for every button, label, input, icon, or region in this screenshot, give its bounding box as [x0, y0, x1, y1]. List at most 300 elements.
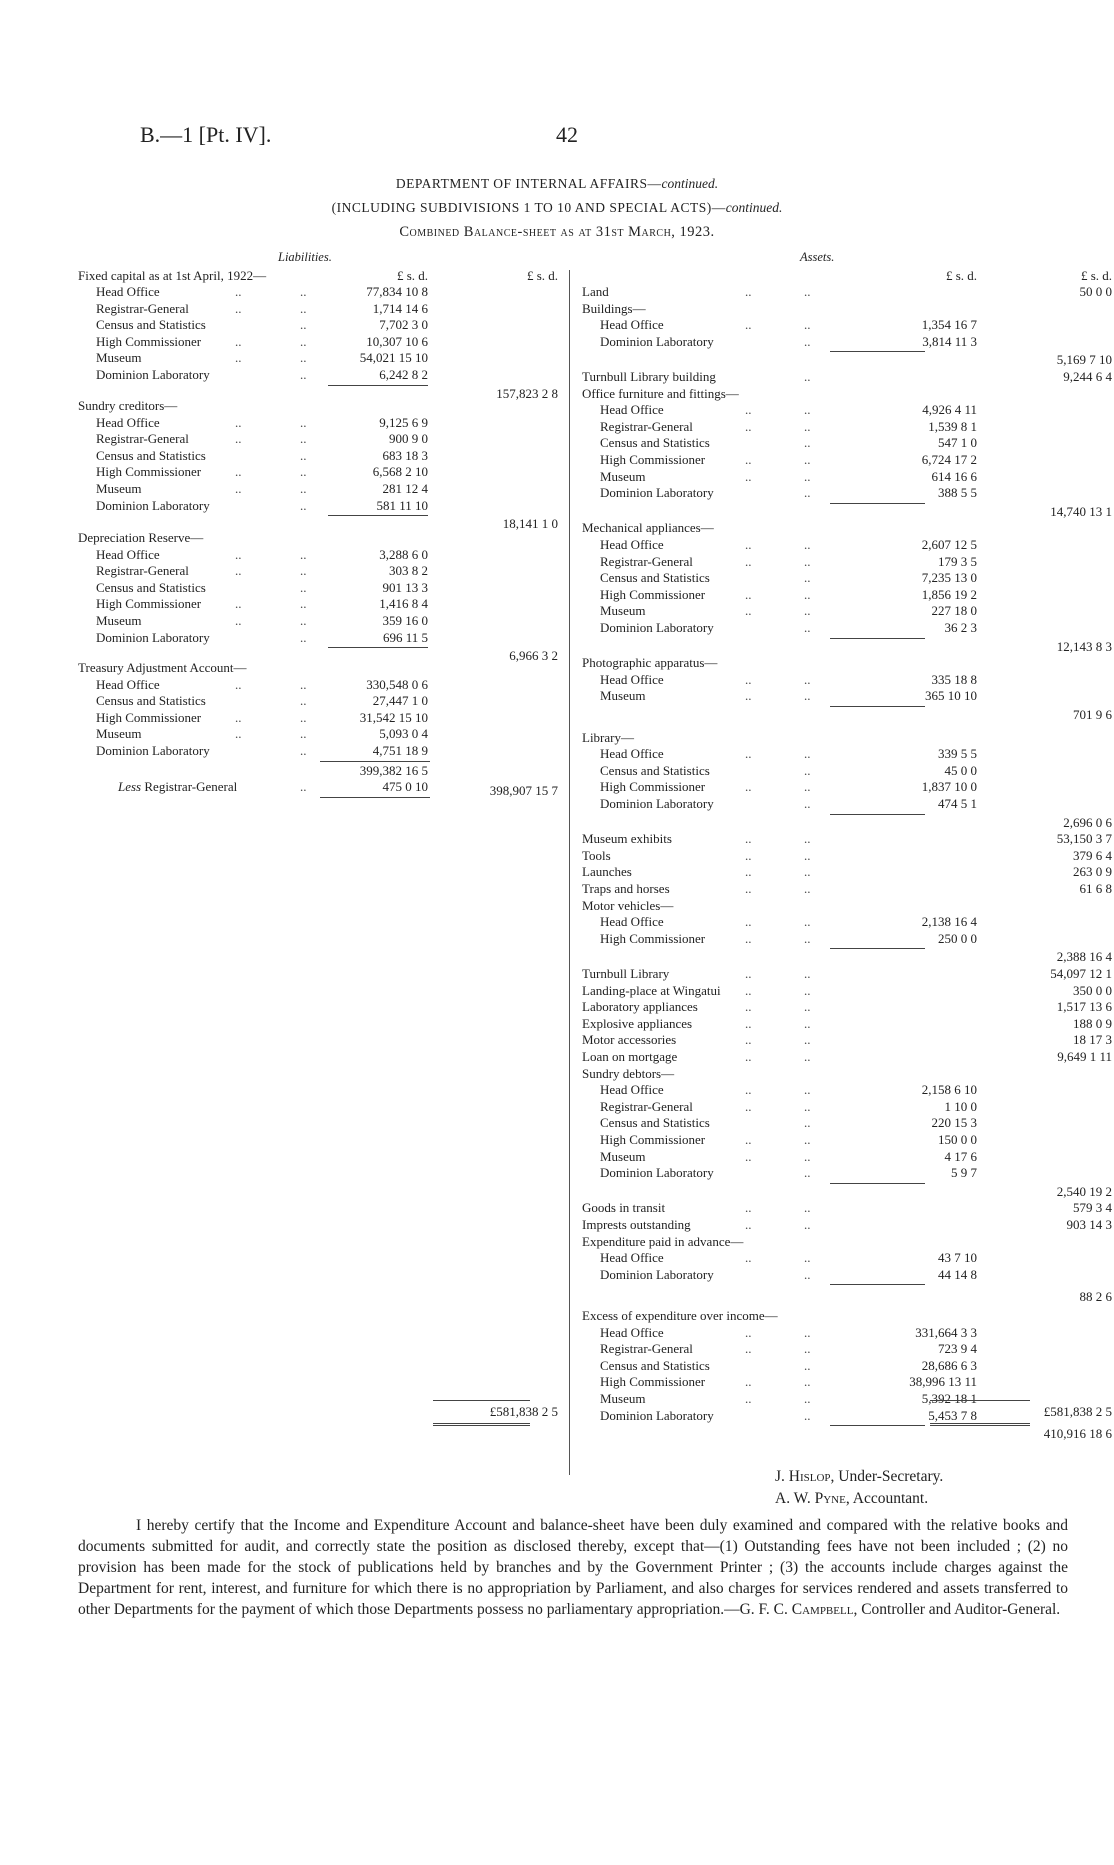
total-amount: 263 0 9	[1073, 864, 1112, 880]
itemised-amount: 335 18 8	[931, 671, 977, 687]
leader-dots: ..	[804, 688, 811, 704]
itemised-amount: 474 5 1	[938, 796, 977, 811]
total-amount: 9,649 1 11	[1057, 1049, 1112, 1064]
treasury-row	[78, 710, 568, 726]
leader-dots: ..	[804, 914, 811, 930]
itemised-amount: 38,996 13 11	[909, 1374, 977, 1390]
leader-dots: ..	[235, 300, 242, 316]
itemised-amount: 179 3 5	[938, 553, 977, 569]
leader-dots: ..	[235, 481, 242, 496]
asset-row	[582, 847, 1112, 864]
leader-dots: ..	[745, 1148, 752, 1164]
leader-dots: ..	[804, 831, 811, 847]
mechanical-row	[582, 570, 1072, 586]
row-label: High Commissioner	[600, 1132, 706, 1147]
photographic-heading	[582, 655, 1072, 671]
leader-dots: ..	[804, 570, 811, 586]
row-label: Head Office	[600, 402, 664, 418]
leader-dots: ..	[804, 1324, 811, 1340]
leader-dots: ..	[804, 1250, 811, 1266]
total-amount: 53,150 3 7	[1056, 831, 1112, 847]
itemised-amount: 281 12 4	[382, 481, 428, 496]
buildings-heading	[582, 301, 1072, 317]
assets-column-headings	[582, 268, 1112, 284]
debtors-row	[582, 1149, 1072, 1165]
leader-dots: ..	[804, 468, 811, 484]
row-label: Excess of expenditure over income—	[582, 1308, 778, 1323]
leader-dots: ..	[804, 1132, 811, 1147]
leader-dots: ..	[804, 1357, 811, 1373]
leader-dots: ..	[804, 671, 811, 687]
leader-dots: ..	[745, 746, 752, 762]
row-label: Dominion Laboratory	[600, 1407, 714, 1423]
row-label: Census and Statistics	[600, 762, 710, 778]
buildings-row	[582, 334, 1072, 350]
row-label: High Commissioner	[600, 779, 706, 795]
row-label: Museum	[600, 1148, 646, 1164]
depreciation-row	[78, 613, 568, 629]
leader-dots: ..	[300, 726, 307, 742]
leader-dots: ..	[745, 1200, 752, 1216]
itemised-amount: 4,926 4 11	[922, 402, 977, 418]
itemised-amount: 31,542 15 10	[359, 709, 428, 725]
leader-dots: ..	[300, 367, 307, 382]
asset-row	[582, 1217, 1112, 1233]
leader-dots: ..	[804, 1032, 811, 1048]
total-rule	[433, 1400, 530, 1401]
leader-dots: ..	[300, 431, 307, 447]
ledger-row	[582, 352, 1112, 368]
itemised-amount: 4 17 6	[944, 1148, 977, 1164]
row-label-text: Registrar-General	[144, 779, 238, 795]
signature-accountant	[775, 1490, 928, 1508]
leader-dots: ..	[804, 586, 811, 602]
leader-dots: ..	[745, 688, 752, 704]
total-rule	[930, 1400, 1030, 1401]
leader-dots: ..	[745, 1217, 752, 1232]
treasury-row	[78, 743, 568, 759]
leader-dots: ..	[804, 1200, 811, 1216]
leader-dots: ..	[235, 726, 242, 742]
treasury-row	[78, 693, 568, 709]
photographic-row	[582, 672, 1072, 688]
asset-row	[582, 864, 1112, 880]
row-label: Motor vehicles—	[582, 897, 674, 913]
leader-dots: ..	[804, 864, 811, 880]
excess-row	[582, 1358, 1072, 1374]
row-label-italic: Less	[118, 779, 142, 795]
asset-row	[582, 1200, 1112, 1216]
fixed_capital-row	[78, 317, 568, 333]
library-heading	[582, 730, 1072, 746]
leader-dots: ..	[745, 317, 752, 333]
total-amount: 188 0 9	[1073, 1015, 1112, 1031]
leader-dots: ..	[300, 300, 307, 316]
row-label: Head Office	[96, 676, 160, 692]
row-label: Head Office	[600, 1250, 664, 1266]
debtors-row	[582, 1165, 1072, 1181]
row-label: Goods in transit	[582, 1200, 666, 1216]
asset-row	[582, 966, 1112, 982]
leader-dots: ..	[300, 709, 307, 725]
row-label: High Commissioner	[600, 452, 706, 467]
itemised-amount: 1,416 8 4	[379, 596, 428, 612]
itemised-amount: 6,242 8 2	[379, 367, 428, 382]
itemised-amount: 45 0 0	[944, 762, 977, 778]
leader-dots: ..	[235, 350, 242, 366]
row-label: Sundry creditors—	[78, 398, 178, 413]
row-label: Dominion Laboratory	[96, 367, 210, 382]
leader-dots: ..	[745, 1049, 752, 1064]
row-label: High Commissioner	[96, 596, 202, 612]
advance-heading	[582, 1234, 1072, 1250]
ledger-row	[582, 949, 1112, 965]
ledger-row	[78, 1404, 568, 1420]
asset-row	[582, 982, 1112, 999]
leader-dots: ..	[300, 317, 307, 333]
row-label: Dominion Laboratory	[96, 497, 210, 513]
sundry_creditors-row	[78, 415, 568, 431]
buildings-row	[582, 317, 1072, 333]
total-rule	[830, 1284, 925, 1285]
itemised-amount: 5,093 0 4	[379, 726, 428, 742]
leader-dots: ..	[804, 1098, 811, 1114]
itemised-amount: 150 0 0	[938, 1132, 977, 1147]
row-label: Treasury Adjustment Account—	[78, 660, 247, 675]
leader-dots: ..	[300, 333, 307, 349]
page-number: 42	[556, 122, 578, 147]
leader-dots: ..	[804, 418, 811, 434]
under-secretary-title: , Under-Secretary.	[830, 1468, 944, 1485]
row-label: Office furniture and fittings—	[582, 385, 739, 401]
leader-dots: ..	[745, 671, 752, 687]
row-label: Museum	[600, 1391, 646, 1406]
leader-dots: ..	[745, 1015, 752, 1031]
fixed_capital-row	[78, 301, 568, 317]
itemised-amount: 2,138 16 4	[921, 914, 977, 930]
leader-dots: ..	[235, 414, 242, 430]
depreciation-row	[78, 547, 568, 563]
fixed-capital-total: 157,823 2 8	[496, 385, 558, 401]
leader-dots: ..	[745, 881, 752, 896]
furniture-total: 14,740 13 1	[1050, 503, 1112, 519]
leader-dots: ..	[745, 553, 752, 569]
itemised-amount: 1,539 8 1	[928, 418, 977, 434]
row-label: Imprests outstanding	[582, 1217, 691, 1232]
row-label: Museum	[96, 481, 142, 496]
leader-dots: ..	[235, 676, 242, 692]
row-label: Land	[582, 284, 609, 299]
itemised-amount: 1 10 0	[944, 1098, 977, 1114]
leader-dots: ..	[300, 693, 307, 709]
row-label: Registrar-General	[600, 418, 693, 434]
subdivision-title-continued: continued.	[725, 200, 783, 215]
ledger-row	[582, 1289, 1112, 1305]
itemised-amount: 331,664 3 3	[915, 1324, 977, 1340]
itemised-amount: 43 7 10	[938, 1250, 977, 1266]
column-heading: £ s. d.	[396, 268, 428, 283]
leader-dots: ..	[804, 966, 811, 981]
treasury-total: 398,907 15 7	[489, 783, 558, 799]
ledger-row	[582, 707, 1112, 723]
row-label: Turnbull Library	[582, 966, 670, 981]
furniture-row	[582, 435, 1072, 451]
leader-dots: ..	[804, 982, 811, 998]
furniture-row	[582, 419, 1072, 435]
leader-dots: ..	[745, 1098, 752, 1114]
leader-dots: ..	[804, 1115, 811, 1131]
excess-row	[582, 1341, 1072, 1357]
leader-dots: ..	[300, 676, 307, 692]
row-label: Head Office	[96, 546, 160, 562]
leader-dots: ..	[745, 847, 752, 863]
row-label: Head Office	[600, 671, 664, 687]
mechanical-row	[582, 554, 1072, 570]
row-label: Census and Statistics	[600, 435, 710, 451]
leader-dots: ..	[745, 1132, 752, 1147]
leader-dots: ..	[745, 1391, 752, 1406]
leader-dots: ..	[235, 333, 242, 349]
row-label: Registrar-General	[600, 1341, 693, 1357]
debtors-row	[582, 1132, 1072, 1148]
itemised-amount: 900 9 0	[389, 431, 428, 447]
mechanical-row	[582, 620, 1072, 636]
itemised-amount: 44 14 8	[938, 1266, 977, 1282]
leader-dots: ..	[300, 743, 307, 758]
furniture-row	[582, 452, 1072, 468]
leader-dots: ..	[745, 1250, 752, 1266]
row-label: Museum	[600, 688, 646, 704]
leader-dots: ..	[804, 779, 811, 795]
leader-dots: ..	[804, 1015, 811, 1031]
itemised-amount: 330,548 0 6	[366, 676, 428, 692]
treasury-heading	[78, 660, 568, 676]
mechanical-row	[582, 587, 1072, 603]
itemised-amount: 475 0 10	[382, 779, 428, 795]
row-label: Head Office	[600, 746, 664, 762]
depreciation-row	[78, 580, 568, 596]
asset-row	[582, 1049, 1112, 1065]
leader-dots: ..	[235, 613, 242, 628]
assets-grand-total: £581,838 2 5	[1043, 1404, 1112, 1419]
itemised-amount: 581 11 10	[376, 497, 428, 513]
advance-row	[582, 1267, 1072, 1283]
row-label: Dominion Laboratory	[96, 743, 210, 758]
leader-dots: ..	[804, 999, 811, 1015]
auditor-name: G. F. C. Campbell	[739, 1601, 854, 1618]
mechanical-total: 12,143 8 3	[1056, 638, 1112, 654]
itemised-amount: 7,702 3 0	[379, 317, 428, 333]
column-heading: £ s. d.	[945, 268, 977, 283]
leader-dots: ..	[745, 284, 752, 299]
row-label: High Commissioner	[600, 930, 706, 946]
itemised-amount: 9,125 6 9	[379, 414, 428, 430]
leader-dots: ..	[745, 1082, 752, 1098]
leader-dots: ..	[745, 831, 752, 847]
row-label: Museum	[600, 603, 646, 619]
photographic-row	[582, 688, 1072, 704]
row-label: Census and Statistics	[96, 693, 206, 709]
leader-dots: ..	[300, 779, 307, 795]
itemised-amount: 227 18 0	[931, 603, 977, 619]
department-title-continued: continued.	[661, 176, 719, 191]
motor-row	[582, 931, 1072, 947]
leader-dots: ..	[804, 930, 811, 946]
total-amount: 903 14 3	[1066, 1217, 1112, 1232]
row-label: Census and Statistics	[96, 317, 206, 333]
liabilities-grand-total: £581,838 2 5	[489, 1404, 558, 1419]
leader-dots: ..	[804, 537, 811, 552]
leader-dots: ..	[804, 553, 811, 569]
row-label: Census and Statistics	[600, 1115, 710, 1131]
subdivision-title-text: (INCLUDING SUBDIVISIONS 1 TO 10 AND SPECIAL ACTS)—	[331, 200, 726, 215]
library-row	[582, 796, 1072, 812]
leader-dots: ..	[745, 779, 752, 795]
total-amount: 350 0 0	[1073, 982, 1112, 998]
leader-dots: ..	[804, 796, 811, 811]
motor-total: 2,388 16 4	[1056, 949, 1112, 965]
leader-dots: ..	[235, 464, 242, 480]
column-heading: £ s. d.	[526, 268, 558, 283]
leader-dots: ..	[300, 563, 307, 579]
treasury-row	[78, 677, 568, 693]
row-label: Sundry debtors—	[582, 1065, 675, 1081]
excess-total: 410,916 18 6	[1043, 1426, 1112, 1442]
sundry_creditors-row	[78, 448, 568, 464]
sundry_creditors-row	[78, 481, 568, 497]
leader-dots: ..	[745, 418, 752, 434]
leader-dots: ..	[235, 546, 242, 562]
double-rule	[930, 1423, 1030, 1426]
itemised-amount: 6,568 2 10	[372, 464, 428, 480]
leader-dots: ..	[300, 284, 307, 299]
leader-dots: ..	[745, 1374, 752, 1390]
depreciation-row	[78, 563, 568, 579]
under-secretary-name: J. Hislop	[775, 1468, 831, 1485]
itemised-amount: 2,158 6 10	[921, 1082, 977, 1098]
balance-sheet-title: Combined Balance-sheet as at 31st March, 1923.	[399, 224, 715, 240]
itemised-amount: 4,751 18 9	[372, 743, 428, 758]
column-heading: £ s. d.	[1080, 268, 1112, 283]
furniture-row	[582, 469, 1072, 485]
library-row	[582, 746, 1072, 762]
audit-certificate	[78, 1515, 1068, 1620]
treasury-row	[78, 726, 568, 742]
leader-dots: ..	[804, 620, 811, 635]
debtors-total: 2,540 19 2	[1056, 1183, 1112, 1199]
row-label: Library—	[582, 729, 634, 745]
library-total: 2,696 0 6	[1063, 814, 1112, 830]
itemised-amount: 303 8 2	[389, 563, 428, 579]
fixed_capital-row	[78, 334, 568, 350]
row-label: Head Office	[600, 317, 664, 333]
itemised-amount: 1,714 14 6	[372, 300, 428, 316]
leader-dots: ..	[804, 435, 811, 451]
itemised-amount: 1,837 10 0	[921, 779, 977, 795]
leader-dots: ..	[300, 629, 307, 645]
row-label: Fixed capital as at 1st April, 1922—	[78, 268, 267, 283]
mechanical-heading	[582, 520, 1072, 536]
land-total: 50 0 0	[1079, 284, 1112, 299]
leader-dots: ..	[235, 284, 242, 299]
row-label: Museum	[96, 613, 142, 628]
liabilities-caption: Liabilities.	[278, 250, 332, 264]
row-label: Museum	[96, 726, 142, 742]
sundry_creditors-row	[78, 498, 568, 514]
row-label: Depreciation Reserve—	[78, 530, 204, 545]
row-label: Dominion Laboratory	[600, 1266, 714, 1282]
row-label: Head Office	[600, 1324, 664, 1340]
row-label: Registrar-General	[600, 553, 693, 569]
row-label: Dominion Laboratory	[600, 333, 714, 349]
row-label: Registrar-General	[600, 1098, 693, 1114]
ledger-row	[582, 1404, 1112, 1420]
itemised-amount: 359 16 0	[382, 613, 428, 628]
leader-dots: ..	[745, 930, 752, 946]
row-label: Head Office	[96, 414, 160, 430]
itemised-amount: 399,382 16 5	[359, 762, 428, 778]
total-amount: 579 3 4	[1073, 1200, 1112, 1216]
leader-dots: ..	[804, 1341, 811, 1357]
row-label: Museum	[600, 468, 646, 484]
asset-row	[582, 831, 1112, 847]
subdivision-title	[0, 200, 1114, 216]
double-rule	[433, 1423, 530, 1426]
itemised-amount: 901 13 3	[382, 579, 428, 595]
leader-dots: ..	[745, 982, 752, 998]
depreciation-heading	[78, 530, 568, 546]
row-label: Head Office	[600, 914, 664, 930]
row-label: Registrar-General	[96, 300, 189, 316]
itemised-amount: 54,021 15 10	[359, 350, 428, 366]
advance-row	[582, 1250, 1072, 1266]
row-label: Registrar-General	[96, 563, 189, 579]
leader-dots: ..	[804, 1165, 811, 1181]
row-label: Head Office	[96, 284, 160, 299]
itemised-amount: 339 5 5	[938, 746, 977, 762]
row-label: Expenditure paid in advance—	[582, 1233, 744, 1249]
leader-dots: ..	[804, 847, 811, 863]
total-amount: 54,097 12 1	[1050, 966, 1112, 981]
leader-dots: ..	[300, 414, 307, 430]
motor-row	[582, 914, 1072, 930]
itemised-amount: 220 15 3	[931, 1115, 977, 1131]
furniture-row	[582, 485, 1072, 501]
row-label: Museum	[96, 350, 142, 366]
leader-dots: ..	[804, 762, 811, 778]
leader-dots: ..	[804, 452, 811, 467]
row-label: Explosive appliances	[582, 1015, 693, 1031]
parliamentary-paper-reference: B.—1 [Pt. IV].	[140, 122, 272, 147]
ledger-row	[582, 638, 1112, 655]
mechanical-row	[582, 537, 1072, 553]
buildings-total: 5,169 7 10	[1056, 352, 1112, 368]
leader-dots: ..	[300, 481, 307, 496]
row-label: High Commissioner	[96, 333, 202, 349]
fixed_capital-row	[78, 350, 568, 366]
sundry_creditors-row	[78, 464, 568, 480]
leader-dots: ..	[745, 537, 752, 552]
fixed_capital-row	[78, 367, 568, 383]
debtors-row	[582, 1115, 1072, 1131]
itemised-amount: 5,392 18 1	[921, 1391, 977, 1406]
sundry-creditors-total: 18,141 1 0	[502, 516, 558, 532]
row-label: Dominion Laboratory	[600, 620, 714, 635]
leader-dots: ..	[745, 864, 752, 880]
debtors-row	[582, 1099, 1072, 1115]
column-divider	[569, 270, 570, 1475]
leader-dots: ..	[804, 317, 811, 333]
